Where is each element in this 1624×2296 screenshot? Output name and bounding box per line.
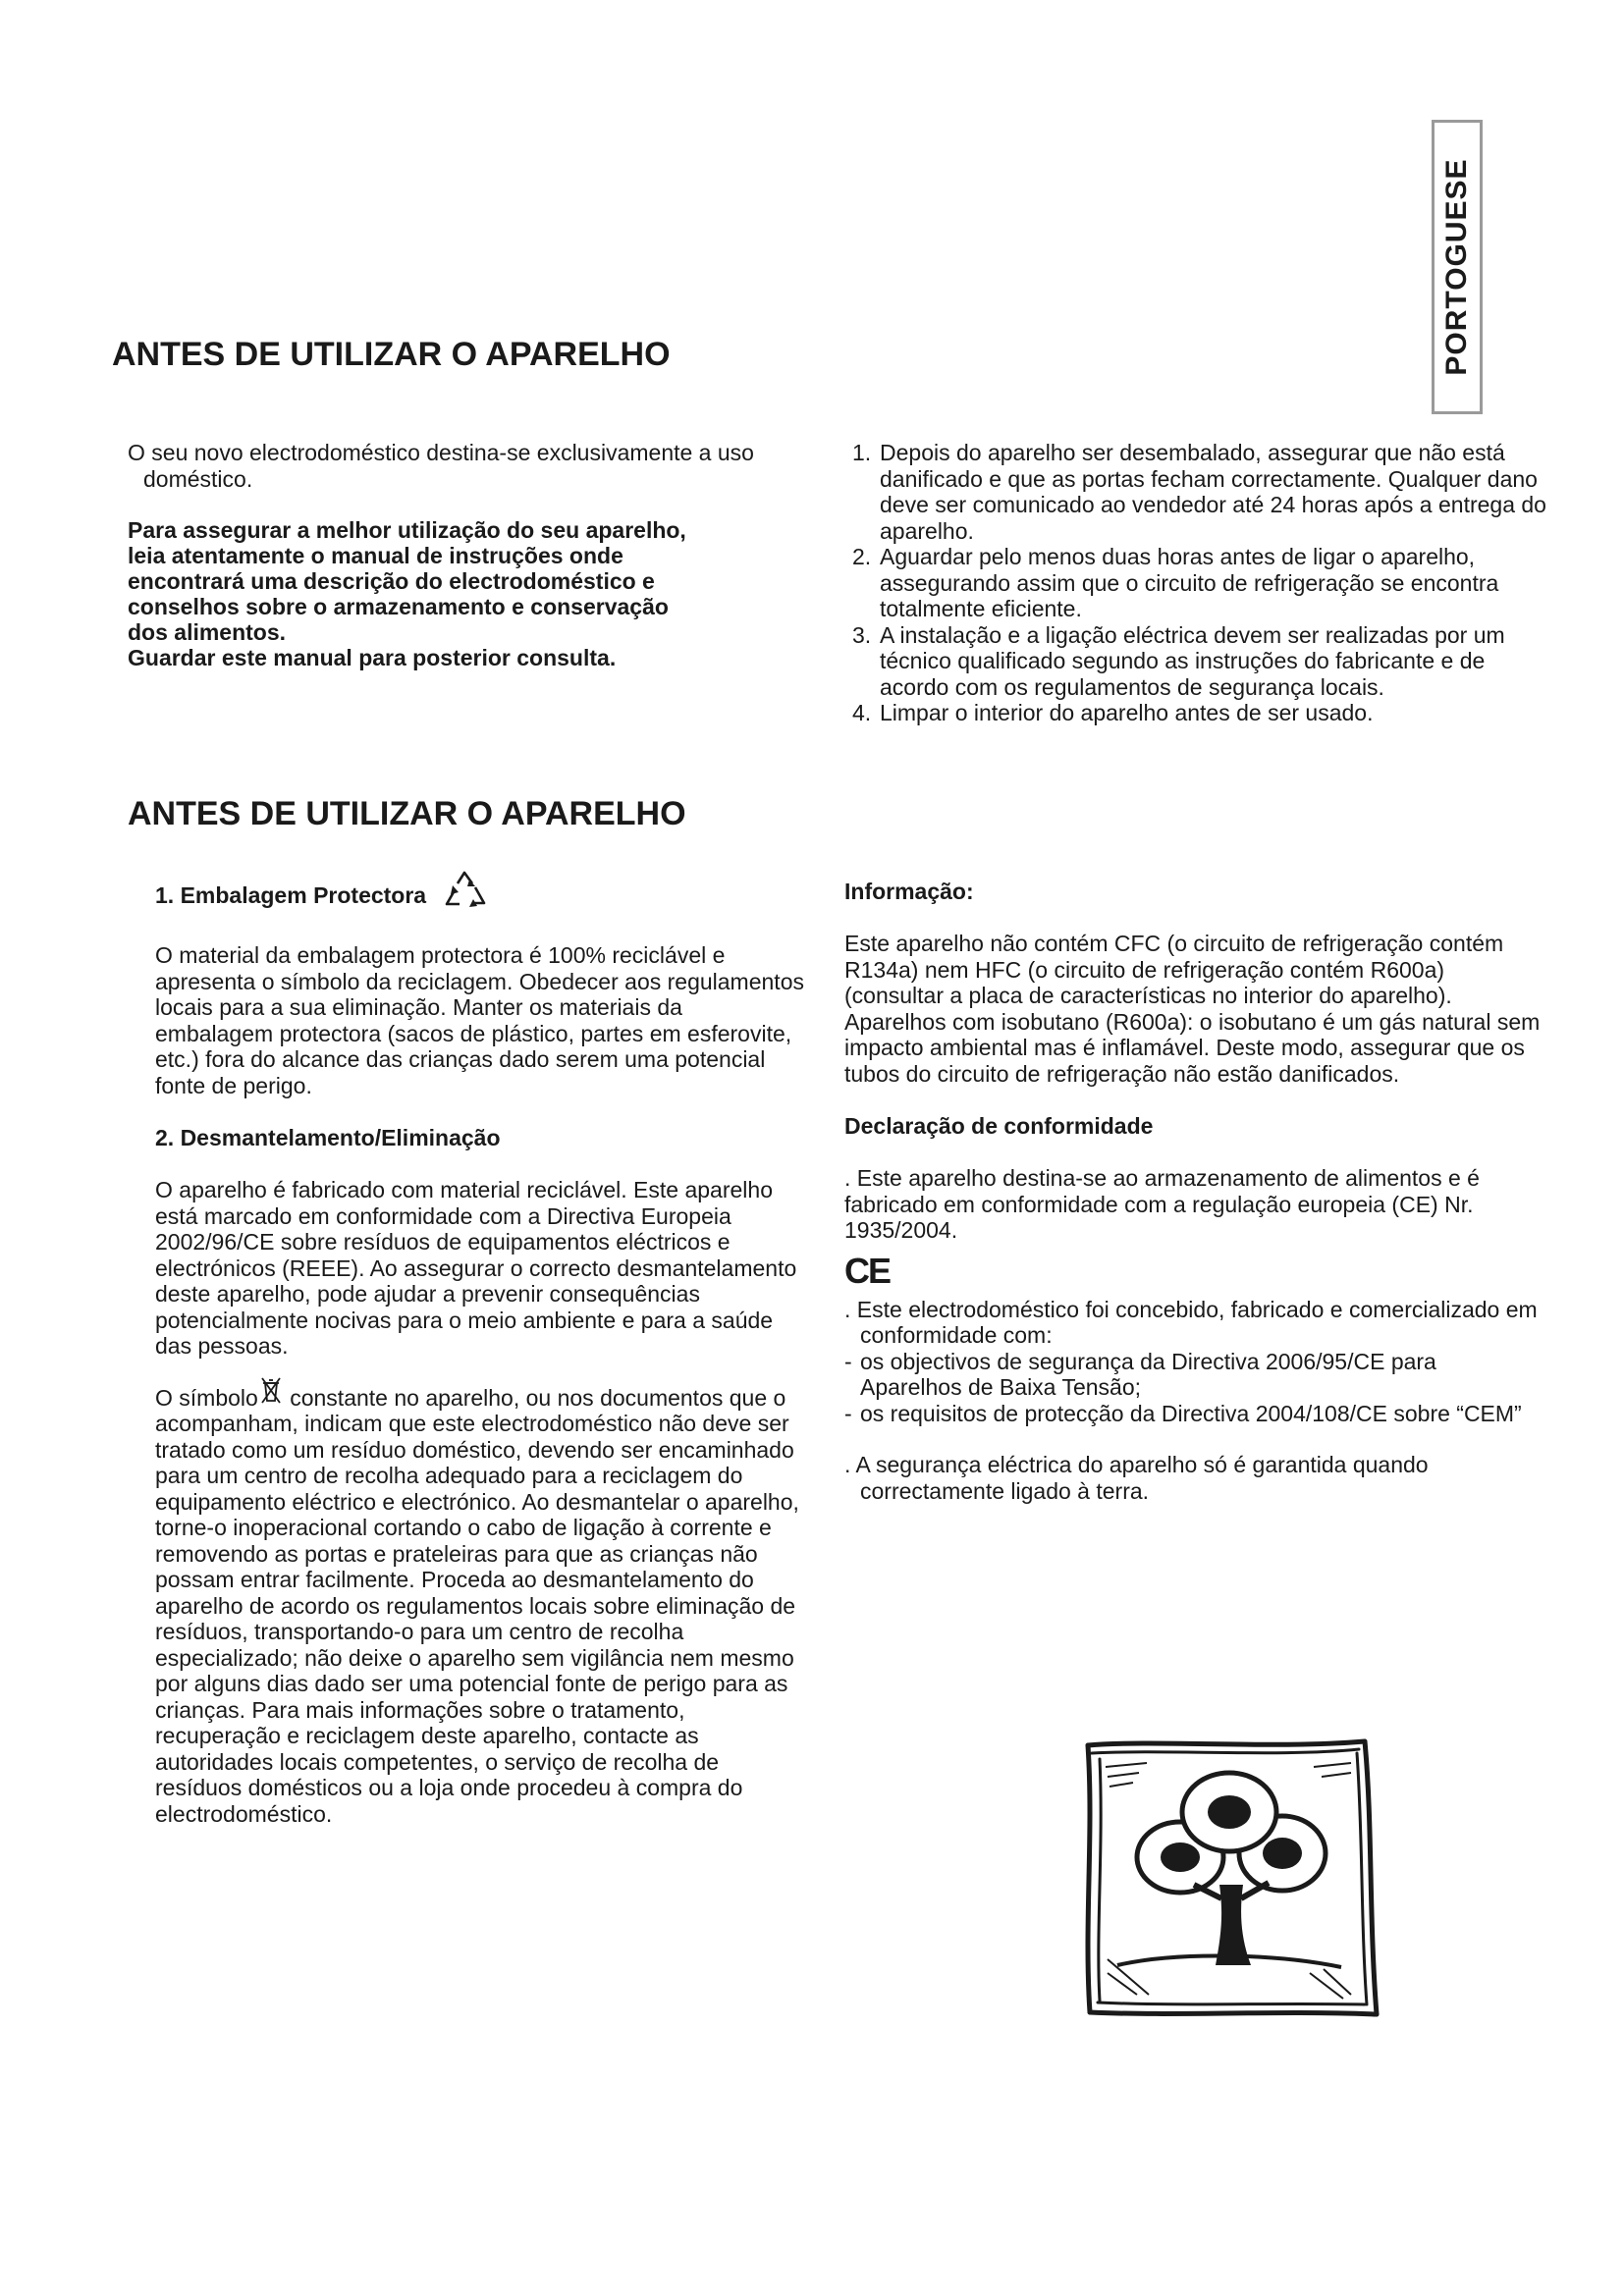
- list-text: A instalação e a ligação eléctrica devem ser realizadas por um técnico qualificado segundo as instruções do fabricante e de acordo com os regulamentos de segurança locais.: [880, 621, 1505, 700]
- section1-left-column: [128, 440, 835, 670]
- manual-advice-line-2: leia atentamente o manual de instruções onde: [128, 543, 623, 568]
- list-text: Depois do aparelho ser desembalado, assegurar que não está danificado e que as portas fecham correctamente. Qualquer dano deve ser comunicado ao vendedor até 24 horas após a entrega do aparelho.: [880, 440, 1546, 544]
- packaging-text: O material da embalagem protectora é 100% reciclável e apresenta o símbolo da reciclagem. Obedecer aos regulamentos locais para a sua eliminação. Manter os materiais da embalagem protectora (sacos de plástico, partes em esferovite, etc.) fora do alcance das crianças dado serem uma potencial fonte de perigo.: [155, 942, 804, 1098]
- weee-text: [155, 1385, 805, 1828]
- tree-illustration: [1078, 1737, 1382, 2022]
- packaging-heading: [155, 878, 805, 917]
- ce-mark: [844, 1250, 1542, 1291]
- language-tab: [1432, 120, 1483, 414]
- section2-right-column: [844, 878, 1542, 1504]
- manual-advice-line-1: Para assegurar a melhor utilização do seu aparelho,: [128, 517, 686, 543]
- tree-icon: [1078, 1737, 1382, 2022]
- manual-advice-line-6: Guardar este manual para posterior consulta.: [128, 645, 617, 670]
- list-number: 4.: [852, 700, 872, 725]
- language-tab-label: PORTOGUESE: [1440, 158, 1473, 376]
- list-item: [852, 544, 1559, 622]
- list-marker: -: [844, 1400, 852, 1426]
- list-marker: -: [844, 1348, 852, 1374]
- list-number: 1.: [852, 440, 872, 465]
- list-text: os requisitos de protecção da Directiva 2004/108/CE sobre “CEM”: [860, 1400, 1522, 1426]
- directive-list: [844, 1349, 1542, 1427]
- section1-right-column: [852, 440, 1559, 726]
- section2-title: ANTES DE UTILIZAR O APARELHO: [128, 795, 686, 832]
- list-item: [844, 1401, 1542, 1427]
- weee-text-start: O símbolo: [155, 1384, 258, 1411]
- conformity-text: . Este aparelho destina-se ao armazenamento de alimentos e é fabricado em conformidade com a regulação europeia (CE) Nr. 1935/2004.: [844, 1165, 1480, 1243]
- list-text: Aguardar pelo menos duas horas antes de ligar o aparelho, assegurando assim que o circuito de refrigeração se encontra totalmente eficiente.: [880, 544, 1499, 621]
- list-number: 2.: [852, 544, 872, 569]
- list-number: 3.: [852, 621, 872, 648]
- manual-advice-line-4: conselhos sobre o armazenamento e conservação: [128, 594, 669, 619]
- list-text: Limpar o interior do aparelho antes de ser usado.: [880, 700, 1374, 725]
- crossed-bin-icon: [260, 1375, 282, 1411]
- ce-mark-text: CE: [844, 1250, 891, 1291]
- section2-left-column: [155, 878, 805, 1827]
- list-item: [844, 1349, 1542, 1401]
- manual-advice-line-3: encontrará uma descrição do electrodoméstico e: [128, 568, 655, 594]
- disposal-text: O aparelho é fabricado com material reciclável. Este aparelho está marcado em conformidade com a Directiva Europeia 2002/96/CE sobre resíduos de equipamentos eléctricos e electrónicos (REEE). Ao assegurar o correcto desmantelamento deste aparelho, pode ajudar a prevenir consequências potencialmente nocivas para o meio ambiente e para a saúde das pessoas.: [155, 1177, 797, 1359]
- information-heading: Informação:: [844, 879, 974, 904]
- electrical-safety-text: . A segurança eléctrica do aparelho só é garantida quando correctamente ligado à terra.: [844, 1452, 1429, 1504]
- section1-title: ANTES DE UTILIZAR O APARELHO: [112, 336, 671, 373]
- list-item: [852, 700, 1559, 726]
- intro-text: O seu novo electrodoméstico destina-se exclusivamente a uso doméstico.: [128, 440, 754, 492]
- preparation-steps: [852, 440, 1559, 726]
- conformity-heading: Declaração de conformidade: [844, 1113, 1154, 1139]
- information-text: Este aparelho não contém CFC (o circuito de refrigeração contém R134a) nem HFC (o circuito de refrigeração contém R600a) (consultar a placa de características no interior do aparelho). Aparelhos com isobutano (R600a): o isobutano é um gás natural sem impacto ambiental mas é inflamável. Deste modo, assegurar que os tubos do circuito de refrigeração não estão danificados.: [844, 931, 1541, 1087]
- manual-advice-line-5: dos alimentos.: [128, 619, 287, 645]
- list-item: [852, 622, 1559, 701]
- list-text: os objectivos de segurança da Directiva 2006/95/CE para Aparelhos de Baixa Tensão;: [860, 1348, 1436, 1400]
- manual-advice: [128, 517, 835, 670]
- list-item: [852, 440, 1559, 544]
- design-compliance-text: . Este electrodoméstico foi concebido, fabricado e comercializado em conformidade com:: [844, 1296, 1538, 1348]
- packaging-heading-text: 1. Embalagem Protectora: [155, 882, 427, 909]
- recycle-icon: [443, 870, 488, 917]
- disposal-heading: 2. Desmantelamento/Eliminação: [155, 1125, 501, 1150]
- weee-text-rest: constante no aparelho, ou nos documentos que o acompanham, indicam que este electrodoméstico não deve ser tratado como um resíduo doméstico, devendo ser encaminhado para um centro de recolha adequado para a reciclagem do equipamento eléctrico e electrónico. Ao desmantelar o aparelho, torne-o inoperacional cortando o cabo de ligação à corrente e removendo as portas e prateleiras para que as crianças não possam entrar facilmente. Proceda ao desmantelamento do aparelho de acordo os regulamentos locais sobre eliminação de resíduos, transportando-o para um centro de recolha especializado; não deixe o aparelho sem vigilância nem mesmo por alguns dias dado ser uma potencial fonte de perigo para as crianças. Para mais informações sobre o tratamento, recuperação e reciclagem deste aparelho, contacte as autoridades locais competentes, o serviço de recolha de resíduos domésticos ou a loja onde procedeu à compra do electrodoméstico.: [155, 1384, 799, 1827]
